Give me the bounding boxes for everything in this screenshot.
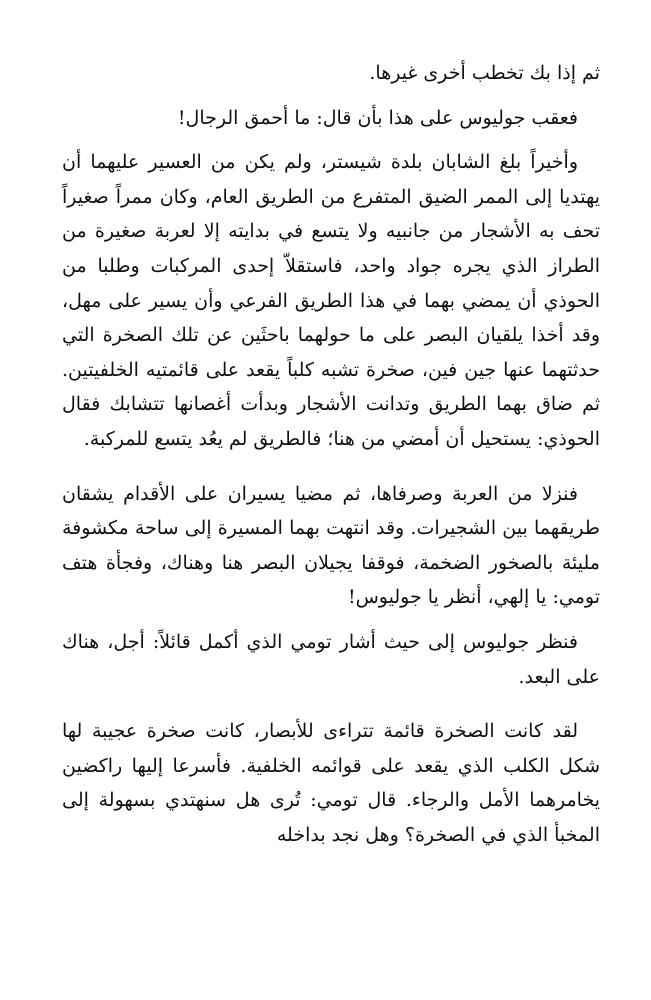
paragraph-3: وأخيراً بلغ الشابان بلدة شيستر، ولم يكن من العسير عليهما أن يهتديا إلى الممر الضيق المتفرع من الطريق العام، وكان ممراً صغيراً تحف به الأشجار من جانبيه ولا يتسع في بدايته إلا لعربة صغيرة من الطراز الذي يجره جواد واحد، فاستقلاّ إحدى المركبات وطلبا من الحوذي أن يمضي بهما في هذا الطريق الفرعي وأن يسير على مهل، وقد أخذا يلقيان البصر على ما حولهما باحثَين عن تلك الصخرة التي حدثتهما عنها جين فين، صخرة تشبه كلباً يقعد على قائمتيه الخلفيتين. ثم ضاق بهما الطريق وتدانت الأشجار وبدأت أغصانها تتشابك فقال الحوذي: يستحيل أن أمضي من هنا؛ فالطريق لم يعُد يتسع للمركبة. [62, 151, 600, 450]
paragraph-1: ثم إذا بك تخطب أخرى غيرها. [369, 62, 600, 84]
paragraph-5: فنظر جوليوس إلى حيث أشار تومي الذي أكمل قائلاً: أجل، هناك على البعد. [62, 630, 600, 688]
paragraph-4: فنزلا من العربة وصرفاها، ثم مضيا يسيران على الأقدام يشقان طريقهما بين الشجيرات. وقد انتهت بهما المسيرة إلى ساحة مكشوفة مليئة بالصخور الضخمة، فوقفا يجيلان البصر هنا وهناك، وفجأة هتف تومي: يا إلهي، أنظر يا جوليوس! [62, 482, 600, 609]
paragraph-6: لقد كانت الصخرة قائمة تتراءى للأبصار، كانت صخرة عجيبة لها شكل الكلب الذي يقعد على قوائمه الخلفية. فأسرعا إليها راكضين يخامرهما الأمل والرجاء. قال تومي: تُرى هل سنهتدي بسهولة إلى المخبأ الذي في الصخرة؟ وهل نجد بداخله [62, 720, 600, 846]
book-page [62, 56, 600, 852]
paragraph-2: فعقب جوليوس على هذا بأن قال: ما أحمق الرجال! [177, 106, 578, 129]
